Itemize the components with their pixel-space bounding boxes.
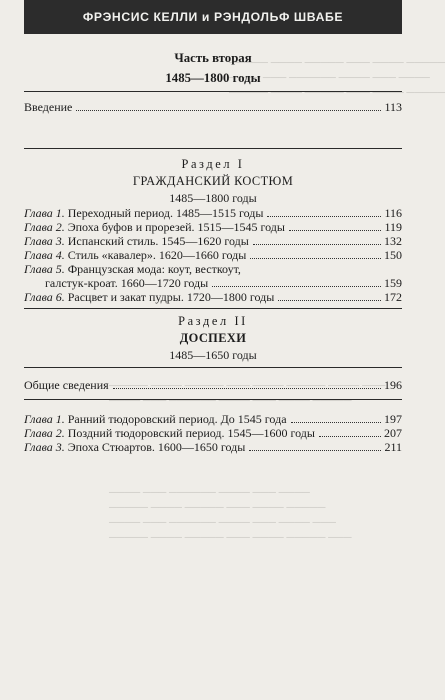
chapter-title: Эпоха Стюартов. 1600—1650 годы: [67, 440, 246, 454]
page-number: 132: [384, 234, 402, 248]
section-years: 1485—1800 годы: [169, 191, 257, 205]
toc-entry-general[interactable]: [24, 378, 402, 392]
dot-leader: [319, 436, 381, 437]
bleed-through-text: ───── ──── ───── ─── ──── ───── ─── ──── ─── ────── ──── ─── ──── ─── ───── ──── ───── ─── ──── ───── ──── ─── ────── ──── ─── ────: [109, 486, 352, 543]
toc-entry-chapter[interactable]: [24, 206, 402, 220]
chapter-title: Расцвет и закат пудры. 1720—1800 годы: [67, 290, 275, 304]
page-number: 119: [384, 220, 402, 234]
divider: [24, 148, 402, 149]
page-number: 196: [384, 378, 402, 392]
divider: [24, 367, 402, 368]
section-years: 1485—1650 годы: [169, 348, 257, 362]
divider: [24, 91, 402, 92]
section-heading: Раздел II: [178, 314, 248, 328]
dot-leader: [291, 422, 381, 423]
toc-entry-introduction[interactable]: [24, 100, 402, 114]
chapter-number: Глава 6.: [24, 290, 65, 304]
toc-entry-chapter[interactable]: [24, 426, 402, 440]
chapter-number: Глава 2.: [24, 426, 65, 440]
dot-leader: [212, 286, 381, 287]
page-number: 207: [384, 426, 402, 440]
dot-leader: [253, 244, 381, 245]
chapter-title: Ранний тюдоровский период. До 1545 года: [67, 412, 287, 426]
page-number: 159: [384, 276, 402, 290]
chapter-title: Испанский стиль. 1545—1620 годы: [67, 234, 249, 248]
section-title: ДОСПЕХИ: [179, 331, 247, 345]
entry-label: Введение: [24, 100, 73, 114]
section-title: ГРАЖДАНСКИЙ КОСТЮМ: [132, 174, 294, 188]
chapter-title-continued: галстук-кроат. 1660—1720 годы: [45, 276, 209, 290]
toc-entry-chapter[interactable]: [24, 234, 402, 248]
chapter-title: Стиль «кавалер». 1620—1660 годы: [67, 248, 247, 262]
page-number: 172: [384, 290, 402, 304]
page-number: 211: [384, 440, 402, 454]
toc-page: [24, 34, 445, 700]
toc-entry-chapter[interactable]: [24, 262, 402, 276]
chapter-title: Поздний тюдоровский период. 1545—1600 годы: [67, 426, 315, 440]
running-header: ФРЭНСИС КЕЛЛИ и РЭНДОЛЬФ ШВАБЕ: [24, 0, 402, 34]
dot-leader: [76, 110, 381, 111]
bleed-through-text: ───── ──── ───── ─── ──── ───── ──── ─── ──── ─── ────── ──── ─── ──── ─────: [109, 380, 386, 407]
toc-entry-chapter[interactable]: [24, 440, 402, 454]
chapter-number: Глава 5.: [24, 262, 65, 276]
toc-entry-chapter[interactable]: [24, 290, 402, 304]
toc-entry-chapter[interactable]: [24, 412, 402, 426]
dot-leader: [250, 258, 381, 259]
page-number: 150: [384, 248, 402, 262]
page-number: 113: [384, 100, 402, 114]
chapter-number: Глава 4.: [24, 248, 65, 262]
divider: [24, 308, 402, 309]
chapter-number: Глава 1.: [24, 206, 65, 220]
chapter-number: Глава 2.: [24, 220, 65, 234]
chapter-number: Глава 1.: [24, 412, 65, 426]
dot-leader: [113, 388, 381, 389]
toc-entry-chapter[interactable]: [24, 248, 402, 262]
toc-entry-chapter[interactable]: [24, 220, 402, 234]
page-number: 116: [384, 206, 402, 220]
chapter-title: Переходный период. 1485—1515 годы: [67, 206, 264, 220]
dot-leader: [289, 230, 381, 231]
dot-leader: [278, 300, 381, 301]
chapter-number: Глава 3.: [24, 234, 65, 248]
toc-entry-chapter-continued[interactable]: [45, 276, 402, 290]
part-years: 1485—1800 годы: [165, 71, 261, 85]
page-number: 197: [384, 412, 402, 426]
bleed-through-text: ───── ──── ───── ─── ──── ───── ──── ─── ────── ──── ─── ──── ───── ──── ───── ─── ──── ─────: [229, 57, 445, 99]
chapter-number: Глава 3.: [24, 440, 65, 454]
entry-label: Общие сведения: [24, 378, 109, 392]
section-heading: Раздел I: [181, 157, 245, 171]
dot-leader: [249, 450, 381, 451]
dot-leader: [267, 216, 381, 217]
divider: [24, 399, 402, 400]
part-title: Часть вторая: [174, 51, 252, 65]
chapter-title: Французская мода: коут, весткоут,: [67, 262, 241, 276]
chapter-title: Эпоха буфов и прорезей. 1515—1545 годы: [67, 220, 285, 234]
